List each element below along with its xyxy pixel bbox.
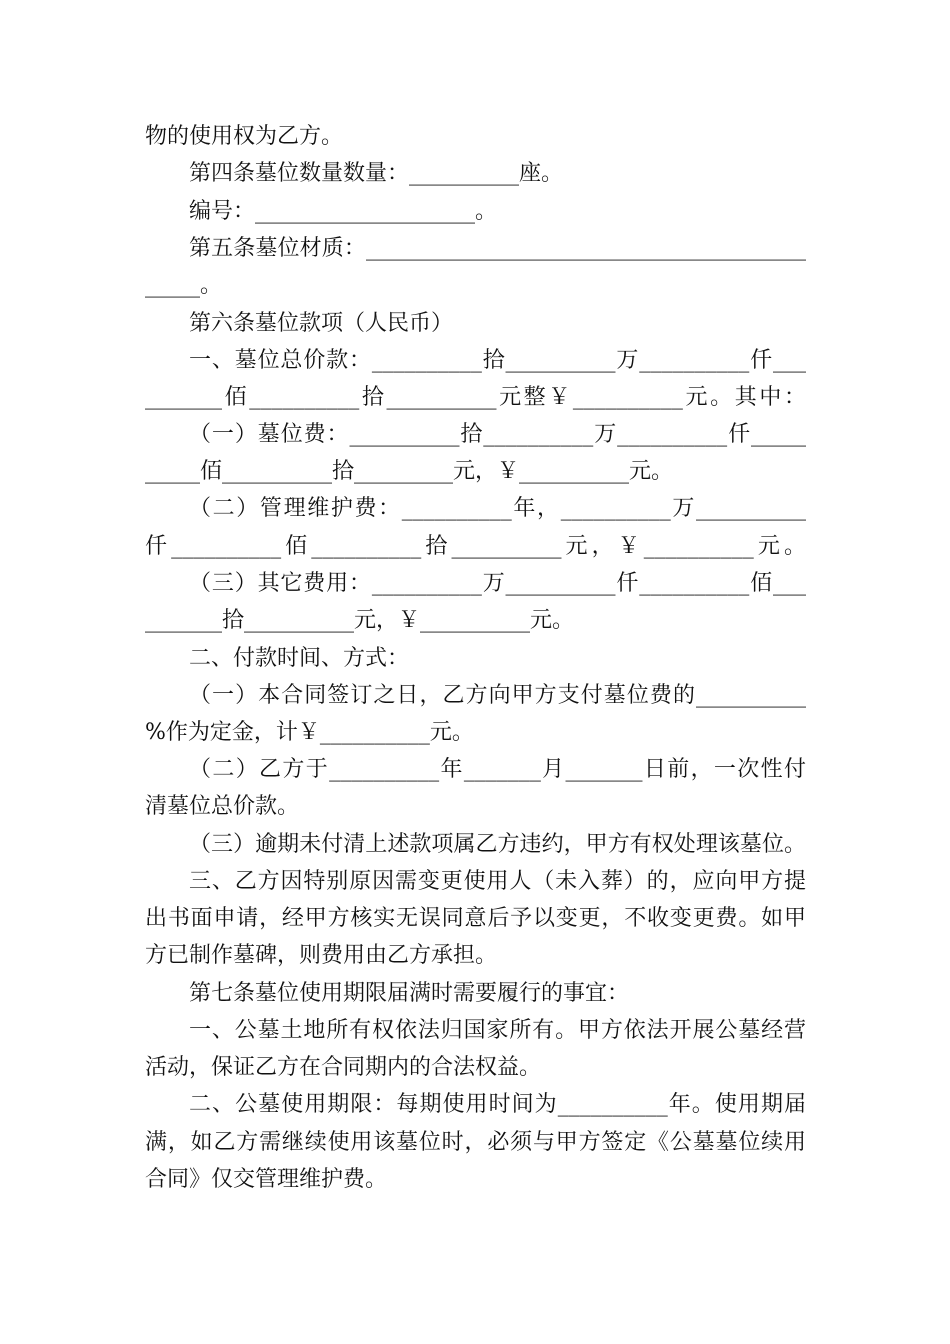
text-line: 第六条墓位款项（人民币） [189,311,454,336]
text-line: （三）逾期未付清上述款项属乙方违约，甲方有权处理该墓位。 [189,832,806,857]
text-line: （二）管理维护费：__________年，__________万__________ [189,496,806,521]
text-line: 满，如乙方需继续使用该墓位时，必须与甲方签定《公墓墓位续用 [145,1130,806,1155]
text-line: 仟__________佰__________拾__________元，￥__________元。 [145,534,806,559]
text-line: 三、乙方因特别原因需变更使用人（未入葬）的，应向甲方提 [189,869,806,894]
text-line: _______拾__________元，￥__________元。 [145,608,575,633]
text-line: 活动，保证乙方在合同期内的合法权益。 [145,1055,542,1080]
text-line: 第五条墓位材质：________________________________________ [189,236,806,261]
text-line: 第七条墓位使用期限届满时需要履行的事宜： [189,981,630,1006]
text-line: 第四条墓位数量数量：__________座。 [189,161,564,186]
text-line: _______佰__________拾__________元整￥__________元。其中： [145,385,806,410]
text-line: %作为定金，计￥__________元。 [145,720,474,745]
text-line: 一、墓位总价款：__________拾__________万__________仟___ [189,348,806,373]
text-line: 清墓位总价款。 [145,794,300,819]
text-line: 合同》仅交管理维护费。 [145,1167,388,1192]
text-line: _____。 [145,273,223,298]
text-line: 出书面申请，经甲方核实无误同意后予以变更，不收变更费。如甲 [145,906,806,931]
text-line: （三）其它费用：__________万__________仟__________佰___ [189,571,806,596]
text-line: 一、公墓土地所有权依法归国家所有。甲方依法开展公墓经营 [189,1018,806,1043]
text-line: 二、付款时间、方式： [189,646,410,671]
text-line: 方已制作墓碑，则费用由乙方承担。 [145,943,498,968]
text-line: （一）墓位费：__________拾__________万__________仟_____ [189,422,806,447]
text-line: 编号：____________________。 [189,199,498,224]
text-line: （一）本合同签订之日，乙方向甲方支付墓位费的__________ [189,683,806,708]
text-line: 二、公墓使用期限：每期使用时间为__________年。使用期届 [189,1092,806,1117]
text-line: _____佰__________拾_________元，￥__________元。 [145,459,674,484]
text-line: （二）乙方于__________年_______月_______日前，一次性付 [189,757,806,782]
text-line: 物的使用权为乙方。 [145,124,344,149]
